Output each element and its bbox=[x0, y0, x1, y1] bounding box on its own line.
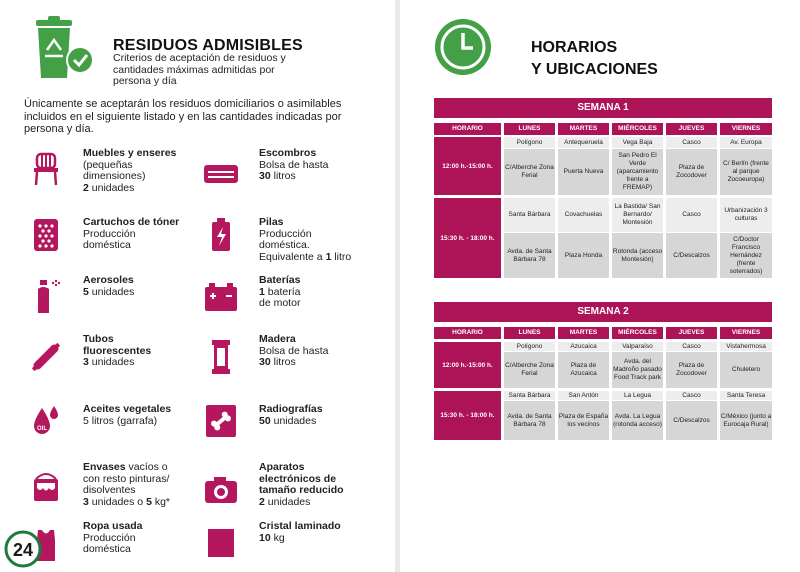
aerosol-icon bbox=[28, 280, 64, 314]
table-cell: Antequeruela bbox=[558, 137, 609, 148]
week-2-header-row bbox=[434, 327, 772, 339]
time-slot: 12:00 h.-15:00 h. bbox=[434, 137, 501, 195]
table-cell: Chuletero bbox=[720, 352, 772, 388]
table-cell: San Pedro El Verde (aparcamiento frente a FREMAP) bbox=[612, 149, 663, 195]
left-title: RESIDUOS ADMISIBLES bbox=[113, 37, 303, 54]
table-cell: Casco bbox=[666, 137, 717, 148]
recycle-bin-icon bbox=[30, 16, 98, 82]
header-horario: HORARIO bbox=[434, 123, 501, 135]
table-cell: Plaza de España los vecinos bbox=[558, 401, 609, 440]
xray-icon bbox=[203, 404, 239, 438]
table-cell: C/México (junto a Eurocaja Rural) bbox=[720, 401, 772, 440]
fluorescent-tube-icon bbox=[28, 340, 64, 374]
rubble-icon bbox=[203, 157, 239, 191]
header-martes: MARTES bbox=[558, 327, 609, 339]
header-viernes: VIERNES bbox=[720, 123, 772, 135]
table-cell: Vega Baja bbox=[612, 137, 663, 148]
item-wood: Madera Bolsa de hasta 30 litros bbox=[259, 333, 329, 368]
item-toner: Cartuchos de tóner Producción doméstica bbox=[83, 216, 180, 251]
table-cell: C/Descalzos bbox=[666, 401, 717, 440]
right-title: HORARIOS Y UBICACIONES bbox=[531, 39, 658, 78]
svg-text:24: 24 bbox=[12, 540, 34, 560]
table-cell: La Bastida/ San Bernardo/ Montesión bbox=[612, 198, 663, 232]
table-cell: Plaza de Zocodover bbox=[666, 352, 717, 388]
table-cell: La Legua bbox=[612, 391, 663, 400]
item-furniture: Muebles y enseres (pequeñas dimensiones) 2 unidades bbox=[83, 147, 177, 194]
table-cell: Avda. La Legua (rotonda acceso) bbox=[612, 401, 663, 440]
header-miercoles: MIÉRCOLES bbox=[612, 123, 663, 135]
wood-icon bbox=[203, 340, 239, 374]
item-glass: Cristal laminado 10 kg bbox=[259, 520, 341, 544]
table-cell: Plaza Honda bbox=[558, 233, 609, 278]
paint-can-icon bbox=[28, 469, 64, 503]
week-1-bar: SEMANA 1 bbox=[434, 98, 772, 118]
table-cell: Polígono bbox=[504, 137, 555, 148]
item-electronics: Aparatos electrónicos de tamaño reducido 2 unidades bbox=[259, 461, 344, 508]
right-panel bbox=[400, 0, 800, 572]
left-subtitle: Criterios de aceptación de residuos y cantidades máximas admitidas por persona y día bbox=[113, 52, 286, 87]
table-cell: Covachuelas bbox=[558, 198, 609, 232]
publisher-logo-icon bbox=[4, 530, 42, 568]
table-cell: Plaza de Zocodover bbox=[666, 149, 717, 195]
item-aerosols: Aerosoles 5 unidades bbox=[83, 274, 135, 298]
table-cell: Azucaica bbox=[558, 342, 609, 351]
glass-icon bbox=[203, 526, 239, 560]
table-cell: San Antón bbox=[558, 391, 609, 400]
table-cell: Avda. de Santa Bárbara 78 bbox=[504, 233, 555, 278]
item-clothes: Ropa usada Producción doméstica bbox=[83, 520, 143, 555]
item-tubes: Tubos fluorescentes 3 unidades bbox=[83, 333, 152, 368]
oil-drop-icon bbox=[28, 404, 64, 438]
car-battery-icon bbox=[203, 280, 239, 314]
item-batteries: Pilas Producción doméstica. Equivalente a 1 litro bbox=[259, 216, 352, 263]
svg-text:OIL: OIL bbox=[37, 426, 47, 432]
intro-text: Únicamente se aceptarán los residuos domiciliarios o asimilables incluidos en el siguiente listado y en las cantidades indicadas por persona y día. bbox=[24, 98, 342, 135]
table-cell: C/Alberche Zona Ferial bbox=[504, 352, 555, 388]
item-containers: Envases vacíos o con resto pinturas/ disolventes 3 unidades o 5 kg* bbox=[83, 461, 170, 508]
time-slot: 15:30 h. - 18:00 h. bbox=[434, 198, 501, 278]
header-miercoles: MIÉRCOLES bbox=[612, 327, 663, 339]
table-cell: Plaza de Azucaica bbox=[558, 352, 609, 388]
header-jueves: JUEVES bbox=[666, 327, 717, 339]
table-cell: Avda. del Madroño pasado Food Track park bbox=[612, 352, 663, 388]
table-cell: Santa Teresa bbox=[720, 391, 772, 400]
week-2-bar: SEMANA 2 bbox=[434, 302, 772, 322]
table-cell: Casco bbox=[666, 198, 717, 232]
table-cell: Santa Bárbara bbox=[504, 391, 555, 400]
table-cell: Urbanización 3 culturas bbox=[720, 198, 772, 232]
table-cell: Polígono bbox=[504, 342, 555, 351]
item-oil: Aceites vegetales 5 litros (garrafa) bbox=[83, 403, 172, 427]
table-cell: Av. Europa bbox=[720, 137, 772, 148]
header-lunes: LUNES bbox=[504, 123, 555, 135]
table-cell: Puerta Nueva bbox=[558, 149, 609, 195]
camera-icon bbox=[203, 473, 239, 507]
header-jueves: JUEVES bbox=[666, 123, 717, 135]
time-slot: 12:00 h.-15:00 h. bbox=[434, 342, 501, 388]
toner-icon bbox=[28, 218, 64, 252]
table-cell: Santa Bárbara bbox=[504, 198, 555, 232]
table-cell: Casco bbox=[666, 391, 717, 400]
table-cell: Rotonda (acceso Montesión) bbox=[612, 233, 663, 278]
table-cell: C/ Berlín (frente al parque Zocoeuropa) bbox=[720, 149, 772, 195]
header-martes: MARTES bbox=[558, 123, 609, 135]
table-cell: Avda. de Santa Bárbara 78 bbox=[504, 401, 555, 440]
header-lunes: LUNES bbox=[504, 327, 555, 339]
table-cell: Vistahermosa bbox=[720, 342, 772, 351]
table-cell: C/Doctor Francisco Hernández (frente soterrados) bbox=[720, 233, 772, 278]
header-horario: HORARIO bbox=[434, 327, 501, 339]
item-rubble: Escombros Bolsa de hasta 30 litros bbox=[259, 147, 329, 182]
battery-icon bbox=[203, 218, 239, 252]
chair-icon bbox=[28, 152, 64, 186]
table-cell: Casco bbox=[666, 342, 717, 351]
header-viernes: VIERNES bbox=[720, 327, 772, 339]
week-1-header-row bbox=[434, 123, 772, 135]
time-slot: 15:30 h. - 18:00 h. bbox=[434, 391, 501, 440]
item-car-batteries: Baterías 1 batería de motor bbox=[259, 274, 301, 309]
table-cell: Valparaíso bbox=[612, 342, 663, 351]
clock-icon bbox=[432, 16, 494, 78]
item-xrays: Radiografías 50 unidades bbox=[259, 403, 323, 427]
table-cell: C/Descalzos bbox=[666, 233, 717, 278]
table-cell: C/Alberche Zona Ferial bbox=[504, 149, 555, 195]
